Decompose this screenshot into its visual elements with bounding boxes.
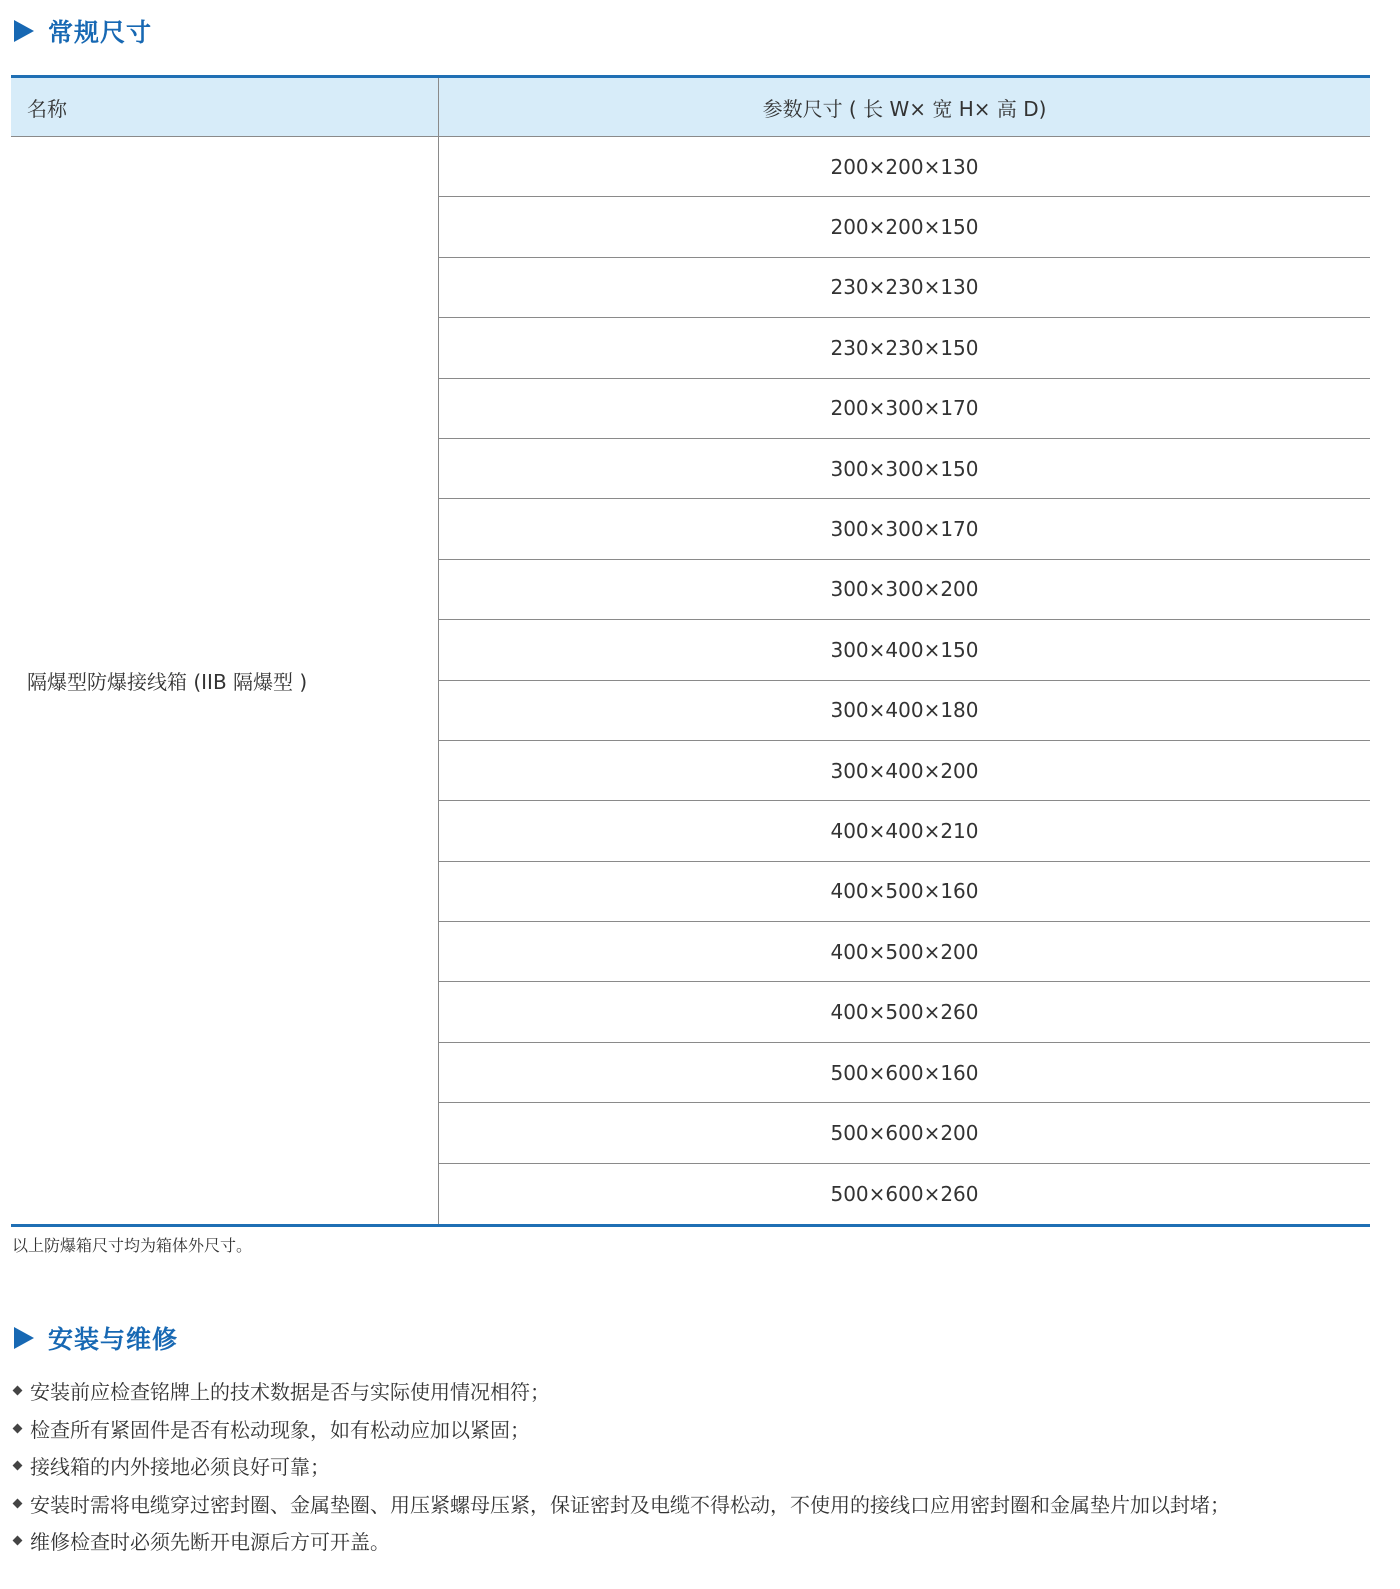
section-title: 安装与维修 <box>48 1325 179 1354</box>
list-item-text: 接线箱的内外接地必须良好可靠； <box>30 1455 330 1480</box>
install-list <box>12 1372 1230 1560</box>
section-heading-install <box>14 1320 178 1356</box>
header-name: 名称 <box>11 78 439 136</box>
list-item <box>12 1372 1230 1410</box>
list-item-text: 维修检查时必须先断开电源后方可开盖。 <box>30 1530 390 1555</box>
list-item <box>12 1522 1230 1560</box>
section-title: 常规尺寸 <box>48 18 153 47</box>
size-table <box>11 75 1370 1227</box>
table-row: 300×400×150 <box>439 620 1370 680</box>
table-row: 200×300×170 <box>439 379 1370 439</box>
table-row: 300×300×200 <box>439 560 1370 620</box>
table-row: 230×230×130 <box>439 258 1370 318</box>
table-row: 200×200×150 <box>439 197 1370 257</box>
list-item-text: 检查所有紧固件是否有松动现象，如有松动应加以紧固； <box>30 1417 530 1442</box>
product-name-cell: 隔爆型防爆接线箱 (IIB 隔爆型 ) <box>11 137 439 1224</box>
diamond-bullet-icon <box>13 1423 23 1433</box>
table-row: 300×400×180 <box>439 681 1370 741</box>
header-param: 参数尺寸 ( 长 W× 宽 H× 高 D) <box>762 96 1047 121</box>
list-item-text: 安装时需将电缆穿过密封圈、金属垫圈、用压紧螺母压紧，保证密封及电缆不得松动，不使用的接线口应用密封圈和金属垫片加以封堵； <box>30 1492 1230 1517</box>
diamond-bullet-icon <box>13 1498 23 1508</box>
triangle-right-icon <box>14 20 34 42</box>
list-item <box>12 1410 1230 1448</box>
section-heading-sizes <box>14 13 152 49</box>
table-row: 400×400×210 <box>439 801 1370 861</box>
table-row: 400×500×260 <box>439 982 1370 1042</box>
table-row: 200×200×130 <box>439 137 1370 197</box>
table-row: 500×600×160 <box>439 1043 1370 1103</box>
list-item <box>12 1447 1230 1485</box>
table-body <box>11 137 1370 1224</box>
diamond-bullet-icon <box>13 1386 23 1396</box>
table-row: 300×300×170 <box>439 499 1370 559</box>
table-row: 400×500×160 <box>439 862 1370 922</box>
list-item <box>12 1485 1230 1523</box>
size-rows <box>439 137 1370 1224</box>
diamond-bullet-icon <box>13 1536 23 1546</box>
table-row: 400×500×200 <box>439 922 1370 982</box>
triangle-right-icon <box>14 1327 34 1349</box>
diamond-bullet-icon <box>13 1461 23 1471</box>
table-row: 500×600×200 <box>439 1103 1370 1163</box>
table-row: 500×600×260 <box>830 1181 979 1206</box>
size-note: 以上防爆箱尺寸均为箱体外尺寸。 <box>12 1236 253 1255</box>
list-item-text: 安装前应检查铭牌上的技术数据是否与实际使用情况相符； <box>30 1380 550 1405</box>
table-header <box>11 78 1370 137</box>
table-row: 300×300×150 <box>439 439 1370 499</box>
table-row: 300×400×200 <box>439 741 1370 801</box>
table-row: 230×230×150 <box>439 318 1370 378</box>
